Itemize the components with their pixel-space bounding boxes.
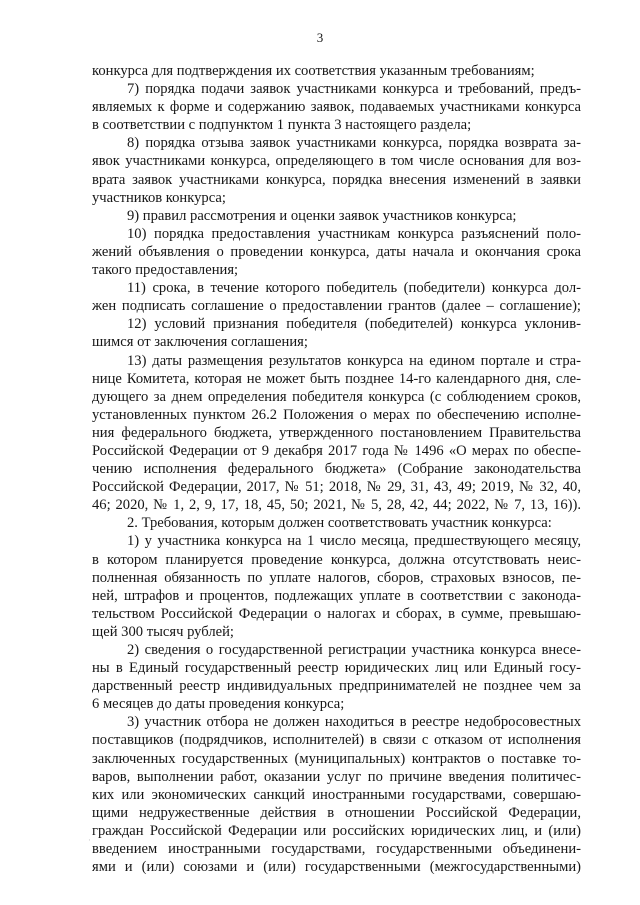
text-line: жений объявления о проведении конкурса, даты начала и окончания срока	[92, 243, 581, 260]
text-line: ких или экономических санкций иностранными государствами, совершаю-	[92, 786, 581, 803]
page-number: 3	[316, 30, 324, 45]
scan-mark: ·	[88, 836, 91, 846]
text-line: дующего за днем определения победителя конкурса (с соблюдением сроков,	[92, 388, 581, 405]
text-line: в соответствии с подпунктом 1 пункта 3 настоящего раздела;	[92, 117, 472, 134]
text-line: конкурса для подтверждения их соответствия указанным требованиям;	[92, 63, 535, 79]
text-line: ями и (или) союзами и (или) государственными (межгосударственными)	[92, 859, 581, 876]
text-line: такого предоставления;	[92, 262, 239, 279]
text-line: 11) срока, в течение которого победитель (победители) конкурса дол-	[127, 280, 581, 297]
text-line: дарственный реестр индивидуальных предпринимателей не позднее чем за	[92, 678, 581, 695]
text-line: тельством Российской Федерации о налогах и сборах, в сумме, превышаю-	[92, 605, 581, 622]
text-line: щей 300 тысяч рублей;	[92, 623, 234, 640]
text-line: 2. Требования, которым должен соответствовать участник конкурса:	[127, 515, 552, 532]
text-line: 6 месяцев до даты проведения конкурса;	[92, 696, 345, 713]
text-line: шимся от заключения соглашения;	[92, 334, 308, 351]
text-line: явок участниками конкурса, определяющего в том числе основания для воз-	[92, 153, 581, 170]
text-line: врата заявок участниками конкурса, порядка внесения изменений в заявки	[92, 171, 581, 188]
text-line: граждан Российской Федерации или российских юридических лиц, и (или)	[92, 822, 581, 839]
text-line: нице Комитета, которая не может быть позднее 14-го календарного дня, сле-	[92, 370, 581, 387]
text-line: Российской Федерации от 9 декабря 2017 года № 1496 «О мерах по обеспе-	[92, 442, 581, 459]
text-line: 8) порядка отзыва заявок участниками конкурса, порядка возврата за-	[127, 135, 581, 152]
text-line: 12) условий признания победителя (победителей) конкурса уклонив-	[127, 316, 581, 333]
text-line: 10) порядка предоставления участникам конкурса разъяснений поло-	[127, 225, 581, 242]
text-line: 46; 2020, № 1, 2, 9, 17, 18, 45, 50; 2021, № 5, 28, 42, 44; 2022, № 7, 13, 16)).	[92, 497, 581, 514]
text-line: 9) правил рассмотрения и оценки заявок участников конкурса;	[127, 207, 517, 224]
text-line: Российской Федерации, 2017, № 51; 2018, № 29, 31, 43, 49; 2019, № 32, 40,	[92, 479, 581, 496]
text-line: жен подписать соглашение о предоставлении грантов (далее – соглашение);	[92, 298, 581, 315]
text-line: ны в Единый государственный реестр юридических лиц или Единый госу-	[92, 660, 581, 677]
text-line: ней, штрафов и процентов, подлежащих уплате в соответствии с законода-	[92, 587, 581, 604]
text-line: заключенных государственных (муниципальных) контрактов о поставке то-	[92, 750, 581, 767]
document-body	[92, 62, 581, 876]
text-line: 3) участник отбора не должен находиться в реестре недобросовестных	[127, 714, 581, 731]
text-line: полненная обязанность по уплате налогов, сборов, страховых взносов, пе-	[92, 569, 581, 586]
text-line: 13) даты размещения результатов конкурса на едином портале и стра-	[127, 352, 581, 369]
text-line: чению исполнения федерального бюджета» (Собрание законодательства	[92, 461, 581, 478]
text-line: участников конкурса;	[92, 189, 226, 206]
text-line: 1) у участника конкурса на 1 число месяца, предшествующего месяцу,	[127, 533, 581, 550]
text-line: поставщиков (подрядчиков, исполнителей) в связи с отказом от исполнения	[92, 732, 581, 749]
text-line: варов, выполнении работ, оказании услуг по причине введения политичес-	[92, 768, 581, 785]
text-line: введением иностранными государствами, государственными объединени-	[92, 841, 581, 858]
text-line: являемых к форме и содержанию заявок, подаваемых участниками конкурса	[92, 99, 581, 116]
text-line: ния федерального бюджета, утвержденного постановлением Правительства	[92, 424, 581, 441]
text-line: в котором планируется проведение конкурса, должна отсутствовать неис-	[92, 551, 581, 568]
text-line: 7) порядка подачи заявок участниками конкурса и требований, предъ-	[127, 81, 581, 98]
text-line: щими недружественные действия в отношении Российской Федерации,	[92, 804, 581, 821]
text-line: установленных пунктом 26.2 Положения о мерах по обеспечению исполне-	[92, 406, 581, 423]
text-line: 2) сведения о государственной регистрации участника конкурса внесе-	[127, 642, 581, 658]
